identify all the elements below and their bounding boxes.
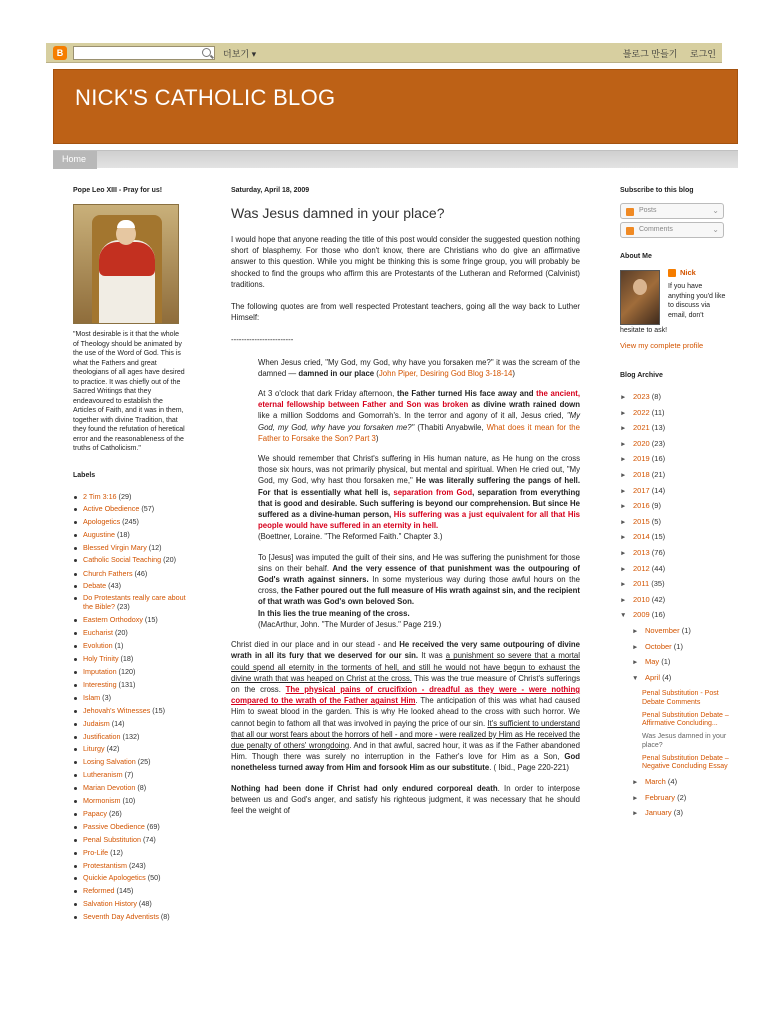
pope-leo-image [73,204,179,324]
quote-macarthur: To [Jesus] was imputed the guilt of their sins, and He was suffering the punishment for those sins on their behalf. And the very essence of that punishment was the outpouring of God's wrath against sinners. In some mysterious way during those awful hours on the cross, the Father poured out the full measure of His wrath against sin, and the recipient of that wrath was God's own beloved Son. In this lies the true meaning of the cross. (MacArthur, John. "The Murder of Jesus." Page 219.) [258,552,580,629]
label-item[interactable] [73,580,193,593]
archive-item[interactable] [620,806,730,822]
archive-count: (16) [649,454,666,464]
pope-quote: "Most desirable is it that the whole of Theology should be animated by the use of the Word of God. This is what the Fathers and great theologians of all ages have desired to practice. It was chiefly out of the Sacred Writings that they endeavoured to establish the Articles of Faith, and it was in them, together with divine Tradition, that they found the refutation of heretical error and the reasonableness of the truths of Catholicism." [73,331,185,452]
label-item[interactable] [73,872,193,885]
archive-item[interactable] [620,655,730,671]
archive-count: (42) [649,594,666,604]
label-item[interactable] [73,666,193,679]
label-count: (69) [144,821,160,831]
label-link[interactable]: Islam [83,692,101,702]
archive-item[interactable] [620,515,730,531]
comments-feed-dropdown[interactable]: Comments ⌄ [620,222,724,238]
label-count: (1) [112,641,124,651]
tab-home[interactable]: Home [53,151,97,169]
label-item[interactable] [73,491,193,504]
label-item[interactable] [73,568,193,581]
post-body [231,234,580,816]
label-count: (18) [114,530,130,540]
quote-anyabwile: At 3 o'clock that dark Friday afternoon, the Father turned His face away and the ancient, eternal fellowship between Father and Son was broken as divine wrath rained down like a million Soddoms and Gomorrah's. In the terror and agony of it all, Jesus cried, "My God, my God, why have you forsaken me?" (Thabiti Anyabwile, What does it mean for the Father to Forsake the Son? Part 3) [258,389,580,443]
collapsed-toggle-icon[interactable]: ► [620,581,627,589]
collapsed-toggle-icon[interactable]: ► [632,627,639,635]
archive-link[interactable]: January [645,808,672,818]
archive-link[interactable]: 2020 [633,438,650,448]
label-link[interactable]: Protestantism [83,860,127,870]
collapsed-toggle-icon[interactable]: ► [620,409,627,417]
archive-item[interactable] [620,468,730,484]
quote-calvin: Nothing had been done if Christ had only endured corporeal death. In order to interpose between us and God's anger, and satisfy his righteous judgment, it was necessary that he should feel the weight of [231,783,580,815]
label-item[interactable] [73,731,193,744]
archive-link[interactable]: 2013 [633,547,650,557]
label-item[interactable] [73,847,193,860]
label-link[interactable]: Holy Trinity [83,654,119,664]
archive-link[interactable]: 2019 [633,454,650,464]
archive-link[interactable]: 2022 [633,407,650,417]
label-count: (20) [161,555,176,565]
collapsed-toggle-icon[interactable]: ► [620,394,627,401]
chevron-down-icon: ⌄ [712,206,719,215]
archive-count: (13) [649,423,666,433]
archive-item[interactable] [620,499,730,515]
post-intro: I would hope that anyone reading the title of this post would consider the suggested question nothing short of blasphemy. For those who don't know, there are Christians who do give an affirmative answer to this question. While you might be thinking this is some fringe group, you will probably be shocked to find the groups who affirm this are Protestants of the Lutheran and Reformed (Calvinist) traditions. [231,235,580,289]
archive-count: (76) [649,547,666,557]
archive-count: (1) [659,657,671,667]
label-count: (7) [122,770,134,780]
archive-item[interactable] [620,791,730,807]
label-item[interactable] [73,640,193,653]
label-link[interactable]: Justification [83,731,121,741]
post-divider: ------------------------ [231,335,294,345]
label-item[interactable] [73,898,193,911]
expanded-toggle-icon[interactable]: ▼ [620,612,627,620]
label-link[interactable]: 2 Tim 3:16 [83,491,117,501]
collapsed-toggle-icon[interactable]: ► [620,440,627,448]
search-icon[interactable] [202,48,211,57]
label-link[interactable]: Marian Devotion [83,783,136,793]
archive-count: (16) [649,610,666,620]
archive-post-link[interactable]: Was Jesus damned in your place? [642,733,727,749]
label-item[interactable] [73,529,193,542]
post-title[interactable]: Was Jesus damned in your place? [231,205,445,221]
archive-link[interactable]: 2015 [633,516,650,526]
archive-item[interactable] [620,775,730,791]
archive-item[interactable] [620,390,730,406]
april-posts [620,690,730,772]
label-item[interactable] [73,555,193,568]
archive-count: (23) [649,438,666,448]
label-link[interactable]: Seventh Day Adventists [83,912,159,922]
label-item[interactable] [73,911,193,924]
archive-link[interactable]: 2011 [633,579,650,589]
label-item[interactable] [73,821,193,834]
archive-link[interactable]: 2010 [633,594,650,604]
archive-count: (11) [649,407,665,417]
archive-count: (2) [675,792,687,802]
archive-count: (44) [649,563,666,573]
label-item[interactable] [73,614,193,627]
label-count: (8) [135,783,147,793]
label-item[interactable] [73,769,193,782]
archive-item[interactable] [620,452,730,468]
label-item[interactable] [73,808,193,821]
label-item[interactable] [73,885,193,898]
label-link[interactable]: Eucharist [83,628,113,638]
avatar[interactable] [620,270,660,325]
blogger-logo-icon[interactable]: B [53,46,67,60]
right-sidebar [620,187,730,822]
label-count: (29) [116,491,132,501]
label-count: (245) [120,517,139,527]
archive-count: (9) [649,501,661,511]
archive-item[interactable] [620,562,730,578]
label-link[interactable]: Losing Salvation [83,757,136,767]
archive-link[interactable]: 2012 [633,563,650,573]
archive-count: (1) [671,641,683,651]
collapsed-toggle-icon[interactable]: ► [620,549,627,557]
about-text-tail: hesitate to ask! [620,327,668,334]
label-link[interactable]: Active Obedience [83,504,140,514]
label-link[interactable]: Papacy [83,808,107,818]
label-item[interactable] [73,692,193,705]
label-link[interactable]: Salvation History [83,899,137,909]
label-link[interactable]: Penal Substitution [83,834,141,844]
label-count: (12) [108,847,123,857]
collapsed-toggle-icon[interactable]: ► [620,471,627,479]
label-count: (25) [135,757,151,767]
label-count: (23) [114,601,130,611]
label-item[interactable] [73,679,193,692]
label-count: (145) [114,886,134,896]
collapsed-toggle-icon[interactable]: ► [620,425,627,433]
label-link[interactable]: Quickie Apologetics [83,873,146,883]
label-link[interactable]: Debate [83,581,107,591]
archive-link[interactable]: October [645,641,672,651]
label-link[interactable]: Liturgy [83,744,105,754]
label-count: (15) [150,705,166,715]
collapsed-toggle-icon[interactable]: ► [620,596,627,604]
label-item[interactable] [73,834,193,847]
main-post [231,187,580,816]
left-sidebar [73,187,193,924]
archive-link[interactable]: 2017 [633,485,650,495]
label-item[interactable] [73,542,193,555]
label-link[interactable]: Catholic Social Teaching [83,555,162,565]
label-link[interactable]: Imputation [83,666,117,676]
label-link[interactable]: Evolution [83,641,113,651]
label-count: (15) [142,615,158,625]
label-link[interactable]: Interesting [83,679,117,689]
label-link[interactable]: Reformed [83,886,115,896]
archive-post-link[interactable]: Penal Substitution Debate – Affirmative Concluding... [642,711,729,728]
archive-count: (1) [679,625,691,635]
collapsed-toggle-icon[interactable]: ► [632,643,639,651]
label-item[interactable] [73,782,193,795]
navbar-search-input[interactable] [73,46,215,60]
label-item[interactable] [73,743,193,756]
feed-icon [626,227,634,235]
archive-link[interactable]: 2014 [633,532,650,542]
label-link[interactable]: Jehovah's Witnesses [83,705,151,715]
pope-widget-title: Pope Leo XIII - Pray for us! [73,187,163,194]
page-tabs [53,150,738,168]
expanded-toggle-icon[interactable]: ▼ [632,674,639,682]
label-link[interactable]: Judaism [83,718,110,728]
archive-count: (35) [649,579,665,589]
collapsed-toggle-icon[interactable]: ► [620,565,627,573]
label-item[interactable] [73,593,193,614]
blog-header [53,69,738,144]
archive-item[interactable] [620,530,730,546]
archive-post-link[interactable]: Penal Substitution - Post Debate Comments [642,690,719,706]
archive-item[interactable] [620,671,730,687]
collapsed-toggle-icon[interactable]: ► [620,503,627,511]
archive-count: (5) [649,516,661,526]
archive-link[interactable]: 2018 [633,469,650,479]
labels-list [73,491,193,925]
label-count: (20) [112,628,128,638]
archive-item[interactable] [620,624,730,640]
collapsed-toggle-icon[interactable]: ► [620,487,627,495]
archive-item[interactable] [620,608,730,624]
label-count: (43) [106,581,121,591]
archive-count: (3) [671,808,683,818]
label-item[interactable] [73,705,193,718]
archive-link[interactable]: April [645,672,661,682]
label-item[interactable] [73,756,193,769]
label-count: (12) [146,543,162,553]
label-count: (8) [158,912,170,922]
label-item[interactable] [73,653,193,666]
anyabwile-link[interactable]: What does it mean for the Father to Forsake the Son? Part 3 [258,422,580,443]
archive-item[interactable] [620,421,730,437]
label-link[interactable]: Augustine [83,530,115,540]
subscribe-title: Subscribe to this blog [620,187,694,194]
label-item[interactable] [73,860,193,873]
label-count: (50) [145,873,161,883]
label-item[interactable] [73,516,193,529]
blog-title[interactable]: NICK'S CATHOLIC BLOG [75,85,336,110]
archive-title: Blog Archive [620,372,663,379]
blog-archive [620,390,730,822]
collapsed-toggle-icon[interactable]: ► [620,518,627,526]
label-count: (74) [140,834,156,844]
collapsed-toggle-icon[interactable]: ► [620,456,627,464]
label-count: (57) [139,504,155,514]
feed-icon [626,208,634,216]
label-link[interactable]: Blessed Virgin Mary [83,543,147,553]
archive-count: (21) [649,469,666,479]
post-intro-2: The following quotes are from well respected Protestant teachers, going all the way back to Luther Himself: [231,302,580,323]
archive-item[interactable] [620,640,730,656]
quote-piper: When Jesus cried, "My God, my God, why have you forsaken me?" it was the scream of the damned — damned in our place (John Piper, Desiring God Blog 3-18-14) [258,357,580,378]
archive-item[interactable] [620,546,730,562]
archive-count: (4) [665,776,678,786]
label-link[interactable]: Eastern Orthodoxy [83,615,143,625]
label-count: (18) [118,654,134,664]
archive-link[interactable]: March [645,776,666,786]
quote-boettner: We should remember that Christ's suffering in His human nature, as He hung on the cross those six hours, was not primarily physical, but mental and spiritual. When He cried out, "My God, my God, why hast thou forsaken me," He was literally suffering the pangs of hell. For that is essentially what hell is, separation from God, separation from everything that is good and desirable. Such suffering is beyond our comprehension. But since He suffered as a divine-human person, His suffering was a just equivalent for all that His people would have suffered in an eternity in hell. (Boettner, Loraine. "The Reformed Faith." Chapter 3.) [258,454,580,542]
archive-post-link[interactable]: Penal Substitution Debate – Negative Concluding Essay [642,754,729,771]
label-link[interactable]: Mormonism [83,796,121,806]
labels-title: Labels [73,471,96,479]
quote-macarthur-2: Christ died in our place and in our stead - and He received the very same outpouring of divine wrath in all its fury that we deserved for our sin. It was a punishment so severe that a mortal could spend all eternity in the torments of hell, and still he would not have begun to exhaust the divine wrath that was heaped on Christ at the cross. This was the true measure of Christ's sufferings on the cross. The physical pains of crucifixion - dreadful as they were - were nothing compared to the wrath of the Father against Him. The anticipation of this was what had caused Him to sweat blood in the garden. This is why He looked ahead to the cross with such horror. We cannot begin to fathom all that was involved in paying the price of our sin. It's sufficient to understand that all our worst fears about the horrors of hell - and more - were realized by Him as He received the due penalty of others' wrongdoing. And in that awful, sacred hour, it was as if the Father abandoned Him. Though there was surely no interruption in the Father's love for Him as a Son, God nonetheless turned away from Him and forsook Him as our substitute. ( Ibid., Page 220-221) [231,640,581,773]
chevron-down-icon: ⌄ [712,225,719,234]
label-item[interactable] [73,795,193,808]
label-item[interactable] [73,627,193,640]
about-me [620,268,730,328]
label-count: (14) [109,718,125,728]
label-item[interactable] [73,503,193,516]
label-count: (46) [132,568,148,578]
archive-link[interactable]: May [645,657,660,667]
piper-link[interactable]: John Piper, Desiring God Blog 3-18-14 [378,368,513,378]
label-count: (48) [136,899,152,909]
archive-count: (15) [649,532,666,542]
archive-item[interactable] [620,593,730,609]
collapsed-toggle-icon[interactable]: ► [632,659,639,667]
profile-name-link[interactable]: Nick [668,268,696,277]
label-link[interactable]: Do Protestants really care about the Bible? [83,593,186,611]
label-count: (10) [120,796,136,806]
label-count: (120) [116,666,136,676]
archive-link[interactable]: 2009 [633,610,650,620]
label-count: (26) [106,808,122,818]
label-link[interactable]: Church Fathers [83,568,133,578]
collapsed-toggle-icon[interactable]: ► [632,810,639,818]
label-count: (131) [116,679,136,689]
archive-link[interactable]: 2021 [633,423,650,433]
label-link[interactable]: Lutheranism [83,770,123,780]
archive-link[interactable]: November [645,625,680,635]
archive-link[interactable]: 2023 [633,392,650,401]
label-link[interactable]: Apologetics [83,517,121,527]
archive-link[interactable]: February [645,792,676,802]
about-title: About Me [620,253,652,260]
collapsed-toggle-icon[interactable]: ► [632,794,639,802]
sign-in-link[interactable]: 로그인 [689,49,716,59]
archive-item[interactable] [620,437,730,453]
label-link[interactable]: Passive Obedience [83,821,145,831]
archive-item[interactable] [620,577,730,593]
archive-count: (4) [660,672,672,682]
more-menu[interactable]: 더보기 ▾ [223,49,257,59]
label-link[interactable]: Pro-Life [83,847,109,857]
label-item[interactable] [73,718,193,731]
label-count: (3) [100,692,111,702]
create-blog-link[interactable]: 블로그 만들기 [622,49,678,59]
archive-count: (14) [649,485,666,495]
about-text: If you have anything you'd like to discuss via email, don't [668,283,726,320]
label-count: (243) [126,860,146,870]
label-count: (132) [120,731,140,741]
label-count: (42) [104,744,120,754]
archive-item[interactable] [620,406,730,422]
collapsed-toggle-icon[interactable]: ► [632,778,639,786]
archive-item[interactable] [620,484,730,500]
post-date: Saturday, April 18, 2009 [231,187,310,194]
navbar-actions [613,47,716,60]
view-profile-link[interactable]: View my complete profile [620,341,704,350]
posts-feed-dropdown[interactable]: Posts ⌄ [620,203,724,219]
archive-link[interactable]: 2016 [633,501,650,511]
blogger-navbar [46,43,722,63]
collapsed-toggle-icon[interactable]: ► [620,534,627,542]
archive-count: (8) [649,392,661,401]
